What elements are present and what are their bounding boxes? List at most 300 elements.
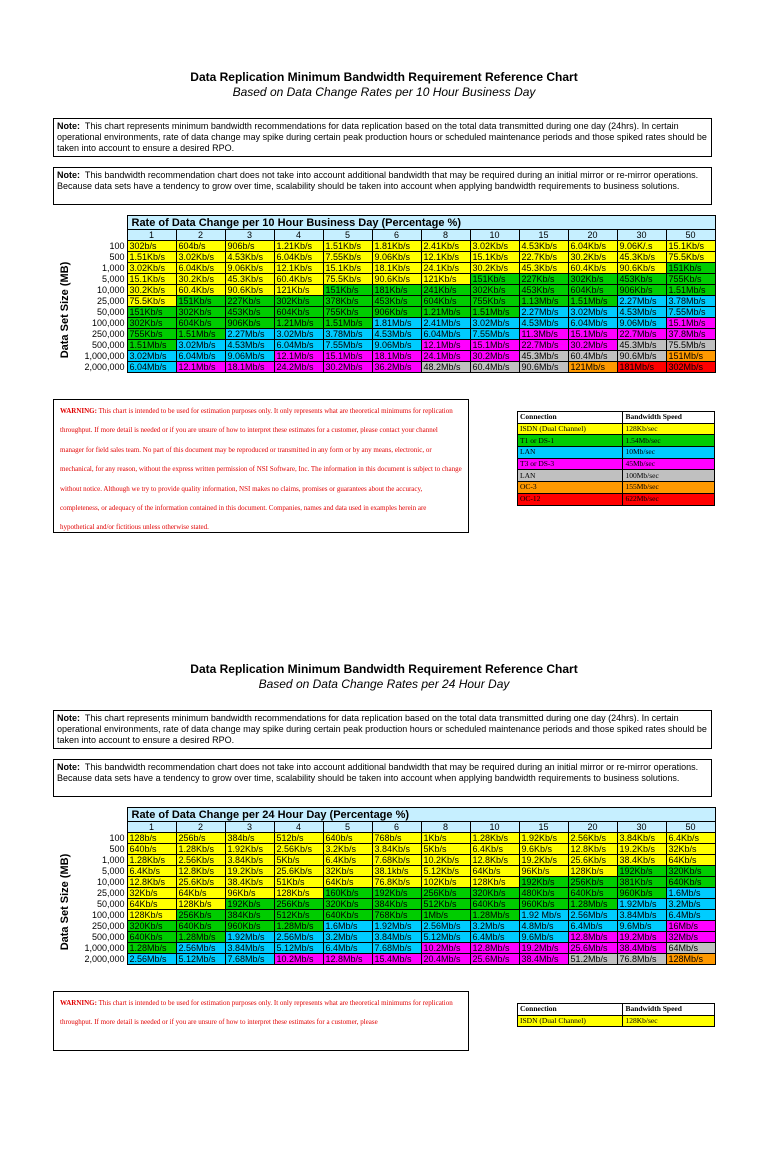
bandwidth-cell: 3.02Mb/s [470,318,519,329]
size-label: 100,000 [76,910,127,921]
bandwidth-cell: 1.28Mb/s [568,899,617,910]
bandwidth-cell: 1.92Mb/s [225,932,274,943]
bandwidth-cell: 160Kb/s [323,888,372,899]
bandwidth-cell: 12.8Kb/s [470,855,519,866]
table-row [76,833,715,844]
legend-speed: 128Kb/sec [623,1015,715,1027]
bandwidth-cell: 6.04Mb/s [568,318,617,329]
note-text: This bandwidth recommendation chart does not take into account additional bandwidth that may be required during an initial mirror or re-mirror operations. Because data sets have a tendency to grow over time, scalability should be taken into account when applying bandwidth requirements to business solutions. [57,762,699,783]
percent-header-cell: 10 [470,822,519,833]
table-row [76,318,715,329]
legend-connection: OC-12 [518,493,623,505]
bandwidth-cell: 1.92Mb/s [617,899,666,910]
bandwidth-cell: 6.4Mb/s [568,921,617,932]
bandwidth-cell: 906Kb/s [372,307,421,318]
bandwidth-cell: 90.6Kb/s [225,285,274,296]
bandwidth-cell: 6.4Mb/s [470,932,519,943]
percent-header-cell: 6 [372,230,421,241]
bandwidth-cell: 1Mb/s [421,910,470,921]
bandwidth-cell: 30.2Kb/s [470,263,519,274]
bandwidth-cell: 12.1Mb/s [176,362,225,373]
note-label: Note: [57,713,80,723]
bandwidth-cell: 3.78Mb/s [666,296,715,307]
bandwidth-cell: 6.4Mb/s [666,910,715,921]
bandwidth-cell: 75.5Kb/s [323,274,372,285]
bandwidth-cell: 2.56Mb/s [274,932,323,943]
percent-header-cell: 5 [323,822,372,833]
legend-connection: OC-3 [518,482,623,494]
y-axis-title: Data Set Size (MB) [59,261,71,359]
bandwidth-cell: 75.5Kb/s [666,252,715,263]
bandwidth-cell: 1.51Mb/s [470,307,519,318]
percent-header-cell: 2 [176,230,225,241]
bandwidth-cell: 51Kb/s [274,877,323,888]
bandwidth-cell: 512b/s [274,833,323,844]
bandwidth-cell: 1.51Kb/s [127,252,176,263]
bandwidth-cell: 128Kb/s [568,866,617,877]
bandwidth-cell: 604Kb/s [274,307,323,318]
bandwidth-cell: 6.04Kb/s [274,252,323,263]
bandwidth-cell: 7.55Mb/s [470,329,519,340]
bandwidth-cell: 320Kb/s [127,921,176,932]
note-text: This chart represents minimum bandwidth recommendations for data replication based on the total data transmitted during one day (24hrs). In certain operational environments, rate of data change may spike during certain peak production hours or scheduled maintenance periods and those spiked rates should be taken into account to ensure a desired RPO. [57,713,707,745]
bandwidth-cell: 15.1Mb/s [470,340,519,351]
bandwidth-cell: 3.02Mb/s [568,307,617,318]
bandwidth-cell: 604Kb/s [421,296,470,307]
bandwidth-cell: 7.68Mb/s [225,954,274,965]
bandwidth-cell: 302Kb/s [568,274,617,285]
bandwidth-cell: 768b/s [372,833,421,844]
bandwidth-cell: 3.2Mb/s [323,932,372,943]
bandwidth-cell: 256Kb/s [568,877,617,888]
warning-label: WARNING: [60,999,97,1007]
bandwidth-cell: 181Kb/s [372,285,421,296]
bandwidth-cell: 76.8Mb/s [617,954,666,965]
legend-row [518,447,715,459]
bandwidth-cell: 48.2Mb/s [421,362,470,373]
chart-title: Data Replication Minimum Bandwidth Requirement Reference Chart [190,70,578,84]
bandwidth-cell: 128Kb/s [274,888,323,899]
warning-label: WARNING: [60,407,97,415]
size-label: 25,000 [76,296,127,307]
legend-row [518,493,715,505]
bandwidth-cell: 18.1Kb/s [372,263,421,274]
legend-connection: LAN [518,447,623,459]
bandwidth-cell: 151Kb/s [323,285,372,296]
table-row [76,844,715,855]
bandwidth-cell: 1.21Mb/s [274,318,323,329]
bandwidth-cell: 3.02Mb/s [127,351,176,362]
bandwidth-cell: 151Kb/s [176,296,225,307]
bandwidth-cell: 5Kb/s [421,844,470,855]
table-row [76,351,715,362]
bandwidth-cell: 755Kb/s [127,329,176,340]
bandwidth-cell: 384b/s [225,833,274,844]
bandwidth-cell: 128Kb/s [470,877,519,888]
header-row [76,808,715,822]
bandwidth-cell: 256Kb/s [274,899,323,910]
bandwidth-cell: 30.2Mb/s [323,362,372,373]
bandwidth-cell: 320Kb/s [666,866,715,877]
bandwidth-cell: 453Kb/s [225,307,274,318]
bandwidth-cell: 32Kb/s [127,888,176,899]
bandwidth-cell: 1.13Mb/s [519,296,568,307]
warning-text: This chart is intended to be used for estimation purposes only. It only represents what are theoretical minimums for replication throughput. If more detail is needed or if you are unsure of how to interpret these estimates for a customer, please [60,999,453,1027]
bandwidth-cell: 12.1Kb/s [274,263,323,274]
bandwidth-cell: 5Kb/s [274,855,323,866]
size-label: 50,000 [76,899,127,910]
bandwidth-cell: 302b/s [127,241,176,252]
table-row [76,274,715,285]
chart-subtitle: Based on Data Change Rates per 24 Hour Day [258,677,510,691]
bandwidth-cell: 1.92Mb/s [372,921,421,932]
percent-header-cell: 20 [568,822,617,833]
bandwidth-cell: 604b/s [176,241,225,252]
table-row [76,910,715,921]
legend-header-speed: Bandwidth Speed [623,1004,715,1016]
size-label: 500 [76,844,127,855]
bandwidth-cell: 9.06Kb/s [225,263,274,274]
bandwidth-cell: 755Kb/s [470,296,519,307]
bandwidth-cell: 30.2Kb/s [127,285,176,296]
bandwidth-cell: 2.41Mb/s [421,318,470,329]
bandwidth-cell: 90.6Kb/s [372,274,421,285]
percent-header-cell: 4 [274,230,323,241]
table-row [76,921,715,932]
percent-header-cell: 4 [274,822,323,833]
bandwidth-cell: 128Kb/s [127,910,176,921]
bandwidth-cell: 9.06Mb/s [372,340,421,351]
percent-header-cell: 15 [519,822,568,833]
bandwidth-cell: 3.78Mb/s [323,329,372,340]
bandwidth-cell: 24.1Kb/s [421,263,470,274]
bandwidth-cell: 12.8Kb/s [127,877,176,888]
bandwidth-cell: 36.2Mb/s [372,362,421,373]
bandwidth-cell: 64Kb/s [176,888,225,899]
bandwidth-cell: 16Mb/s [666,921,715,932]
percent-header-cell: 15 [519,230,568,241]
bandwidth-cell: 227Kb/s [225,296,274,307]
bandwidth-cell: 2.56Mb/s [176,943,225,954]
bandwidth-cell: 10.2Mb/s [274,954,323,965]
bandwidth-cell: 19.2Kb/s [617,844,666,855]
table-row [76,329,715,340]
bandwidth-cell: 30.2Kb/s [568,252,617,263]
bandwidth-cell: 38.4Kb/s [617,855,666,866]
bandwidth-cell: 60.4Mb/s [470,362,519,373]
bandwidth-cell: 1.51Kb/s [323,241,372,252]
percent-header-cell: 30 [617,822,666,833]
bandwidth-cell: 181Mb/s [617,362,666,373]
percent-row [76,822,715,833]
legend-header [518,1004,715,1016]
bandwidth-cell: 453Kb/s [519,285,568,296]
bandwidth-cell: 1.28Kb/s [127,855,176,866]
bandwidth-table [76,807,716,965]
percent-header-cell: 2 [176,822,225,833]
bandwidth-cell: 1Kb/s [421,833,470,844]
bandwidth-cell: 2.56Kb/s [176,855,225,866]
bandwidth-cell: 25.6Mb/s [568,943,617,954]
bandwidth-cell: 6.4Kb/s [323,855,372,866]
bandwidth-cell: 10.2Mb/s [421,943,470,954]
bandwidth-cell: 1.6Mb/s [323,921,372,932]
bandwidth-cell: 2.56Kb/s [568,833,617,844]
bandwidth-cell: 6.04Mb/s [127,362,176,373]
warning-box [53,399,469,533]
bandwidth-cell: 22.7Kb/s [519,252,568,263]
bandwidth-cell: 12.8Kb/s [176,866,225,877]
bandwidth-cell: 9.6Mb/s [519,932,568,943]
bandwidth-cell: 241Kb/s [421,285,470,296]
corner-cell [76,230,127,241]
bandwidth-cell: 640Kb/s [666,877,715,888]
bandwidth-cell: 2.56Mb/s [421,921,470,932]
bandwidth-cell: 6.04Kb/s [568,241,617,252]
bandwidth-cell: 302Mb/s [666,362,715,373]
bandwidth-cell: 2.56Kb/s [274,844,323,855]
bandwidth-cell: 1.51Mb/s [666,285,715,296]
bandwidth-cell: 64Kb/s [666,855,715,866]
bandwidth-cell: 128Kb/s [176,899,225,910]
bandwidth-cell: 453Kb/s [372,296,421,307]
bandwidth-cell: 6.04Mb/s [421,329,470,340]
bandwidth-cell: 1.51Mb/s [323,318,372,329]
bandwidth-cell: 4.8Mb/s [519,921,568,932]
bandwidth-cell: 1.51Mb/s [176,329,225,340]
bandwidth-cell: 4.53Kb/s [519,241,568,252]
note-label: Note: [57,762,80,772]
bandwidth-cell: 1.6Mb/s [666,888,715,899]
legend-speed: 128Kb/sec [623,423,715,435]
bandwidth-cell: 51.2Mb/s [568,954,617,965]
bandwidth-cell: 256Kb/s [421,888,470,899]
size-label: 100 [76,833,127,844]
bandwidth-cell: 18.1Mb/s [225,362,274,373]
bandwidth-cell: 453Kb/s [617,274,666,285]
table-row [76,888,715,899]
bandwidth-cell: 19.2Kb/s [225,866,274,877]
legend-connection: ISDN (Dual Channel) [518,1015,623,1027]
size-label: 1,000 [76,263,127,274]
table-row [76,241,715,252]
header-row [76,216,715,230]
bandwidth-cell: 11.3Mb/s [519,329,568,340]
bandwidth-cell: 6.4Kb/s [470,844,519,855]
percent-header-cell: 30 [617,230,666,241]
bandwidth-cell: 75.5Mb/s [666,340,715,351]
bandwidth-cell: 90.6Mb/s [519,362,568,373]
bandwidth-cell: 30.2Kb/s [176,274,225,285]
bandwidth-cell: 12.8Mb/s [323,954,372,965]
bandwidth-cell: 32Mb/s [666,932,715,943]
bandwidth-cell: 2.27Mb/s [519,307,568,318]
percent-header-cell: 50 [666,822,715,833]
bandwidth-cell: 64Kb/s [470,866,519,877]
legend-speed: 100Mb/sec [623,470,715,482]
size-label: 50,000 [76,307,127,318]
legend-speed: 622Mb/sec [623,493,715,505]
bandwidth-cell: 151Kb/s [666,263,715,274]
note-box-rpo [53,118,712,157]
legend-connection: T1 or DS-1 [518,435,623,447]
bandwidth-cell: 9.06Mb/s [617,318,666,329]
note-label: Note: [57,170,80,180]
bandwidth-cell: 2.56Mb/s [127,954,176,965]
bandwidth-cell: 960Kb/s [519,899,568,910]
connection-legend [517,411,715,506]
bandwidth-cell: 15.1Kb/s [666,241,715,252]
size-label: 500,000 [76,340,127,351]
chart-subtitle: Based on Data Change Rates per 10 Hour Business Day [232,85,536,99]
percent-header-cell: 3 [225,230,274,241]
bandwidth-cell: 121Mb/s [568,362,617,373]
bandwidth-cell: 6.4Kb/s [666,833,715,844]
bandwidth-cell: 512Kb/s [421,899,470,910]
bandwidth-cell: 5.12Kb/s [421,866,470,877]
bandwidth-cell: 9.06Mb/s [225,351,274,362]
table-row [76,362,715,373]
bandwidth-cell: 9.06Kb/s [372,252,421,263]
table-row [76,943,715,954]
legend-connection: T3 or DS-3 [518,458,623,470]
bandwidth-cell: 3.84Mb/s [225,943,274,954]
bandwidth-cell: 30.2Mb/s [470,351,519,362]
bandwidth-cell: 3.2Mb/s [470,921,519,932]
percent-header-cell: 1 [127,230,176,241]
bandwidth-cell: 1.28Mb/s [470,910,519,921]
bandwidth-cell: 320Kb/s [470,888,519,899]
bandwidth-cell: 2.41Kb/s [421,241,470,252]
bandwidth-cell: 6.04Mb/s [274,340,323,351]
bandwidth-cell: 1.28Mb/s [176,932,225,943]
bandwidth-cell: 6.04Mb/s [176,351,225,362]
bandwidth-cell: 5.12Mb/s [176,954,225,965]
bandwidth-cell: 38.4Kb/s [225,877,274,888]
bandwidth-cell: 15.1Mb/s [568,329,617,340]
bandwidth-cell: 906Kb/s [617,285,666,296]
bandwidth-cell: 24.2Mb/s [274,362,323,373]
bandwidth-cell: 320Kb/s [323,899,372,910]
bandwidth-cell: 3.84Kb/s [617,833,666,844]
percent-header-cell: 5 [323,230,372,241]
legend-row [518,482,715,494]
bandwidth-cell: 3.02Kb/s [176,252,225,263]
bandwidth-cell: 102Kb/s [421,877,470,888]
bandwidth-cell: 256b/s [176,833,225,844]
bandwidth-cell: 4.53Mb/s [372,329,421,340]
size-label: 500 [76,252,127,263]
bandwidth-cell: 128b/s [127,833,176,844]
table-row [76,954,715,965]
corner-cell [76,822,127,833]
note-text: This chart represents minimum bandwidth recommendations for data replication based on the total data transmitted during one day (24hrs). In certain operational environments, rate of data change may spike during certain peak production hours or scheduled maintenance periods and those spiked rates should be taken into account to ensure a desired RPO. [57,121,707,153]
bandwidth-cell: 512Kb/s [274,910,323,921]
bandwidth-cell: 7.68Mb/s [372,943,421,954]
corner-cell [76,808,127,822]
bandwidth-cell: 75.5Kb/s [127,296,176,307]
bandwidth-cell: 640b/s [127,844,176,855]
bandwidth-cell: 15.1Kb/s [323,263,372,274]
bandwidth-cell: 32Kb/s [666,844,715,855]
table-row [76,932,715,943]
legend-header-connection: Connection [518,412,623,424]
table-row [76,296,715,307]
table-header: Rate of Data Change per 24 Hour Day (Percentage %) [127,808,715,822]
legend-row [518,423,715,435]
size-label: 250,000 [76,921,127,932]
bandwidth-cell: 12.1Kb/s [421,252,470,263]
size-label: 100 [76,241,127,252]
bandwidth-cell: 640Kb/s [176,921,225,932]
bandwidth-cell: 12.8Mb/s [568,932,617,943]
bandwidth-cell: 768Kb/s [372,910,421,921]
percent-header-cell: 6 [372,822,421,833]
bandwidth-cell: 96Kb/s [519,866,568,877]
size-label: 1,000 [76,855,127,866]
bandwidth-cell: 15.1Kb/s [470,252,519,263]
bandwidth-cell: 640b/s [323,833,372,844]
bandwidth-cell: 906b/s [225,241,274,252]
size-label: 2,000,000 [76,362,127,373]
bandwidth-cell: 30.2Mb/s [568,340,617,351]
bandwidth-cell: 128Mb/s [666,954,715,965]
bandwidth-cell: 1.28Mb/s [127,943,176,954]
bandwidth-cell: 38.4Mb/s [519,954,568,965]
bandwidth-cell: 121Kb/s [421,274,470,285]
note-box-rpo [53,710,712,749]
bandwidth-cell: 45.3Kb/s [519,263,568,274]
bandwidth-cell: 12.1Mb/s [421,340,470,351]
table-row [76,877,715,888]
size-label: 500,000 [76,932,127,943]
size-label: 5,000 [76,866,127,877]
bandwidth-cell: 38.1kb/s [372,866,421,877]
bandwidth-cell: 60.4Mb/s [568,351,617,362]
bandwidth-cell: 1.81Kb/s [372,241,421,252]
bandwidth-cell: 7.68Kb/s [372,855,421,866]
chart-section-24hr [0,592,768,1152]
bandwidth-cell: 90.6Mb/s [617,351,666,362]
bandwidth-cell: 6.4Kb/s [127,866,176,877]
bandwidth-cell: 3.2Mb/s [666,899,715,910]
size-label: 1,000,000 [76,351,127,362]
bandwidth-cell: 60.4Kb/s [176,285,225,296]
percent-row [76,230,715,241]
bandwidth-cell: 640Kb/s [323,910,372,921]
bandwidth-cell: 227Kb/s [519,274,568,285]
bandwidth-cell: 96Kb/s [225,888,274,899]
bandwidth-cell: 4.53Mb/s [617,307,666,318]
bandwidth-cell: 12.1Mb/s [274,351,323,362]
percent-header-cell: 3 [225,822,274,833]
bandwidth-cell: 37.8Mb/s [666,329,715,340]
bandwidth-cell: 3.02Mb/s [274,329,323,340]
bandwidth-table [76,215,716,373]
bandwidth-cell: 640Kb/s [568,888,617,899]
table-row [76,866,715,877]
legend-header-speed: Bandwidth Speed [623,412,715,424]
bandwidth-cell: 5.12Mb/s [421,932,470,943]
bandwidth-cell: 3.2Kb/s [323,844,372,855]
table-row [76,252,715,263]
bandwidth-cell: 64Kb/s [127,899,176,910]
legend-header-connection: Connection [518,1004,623,1016]
bandwidth-cell: 1.51Mb/s [568,296,617,307]
bandwidth-cell: 7.55Kb/s [323,252,372,263]
bandwidth-cell: 1.81Mb/s [372,318,421,329]
bandwidth-cell: 25.6Kb/s [176,877,225,888]
